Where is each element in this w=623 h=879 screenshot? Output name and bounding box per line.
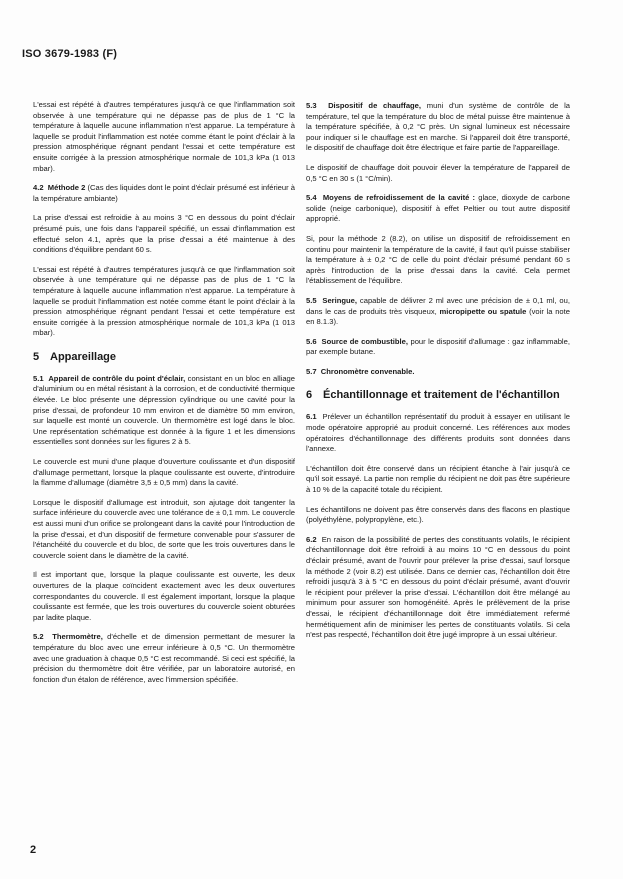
subsection-text: muni d'un système de contrôle de la température, tel que la température du bloc de métal puisse être maintenue à la température spécifiée, à 0,2 °C près. Un signal lumineux est nécessaire pour indiquer si le chauffage est en marche. Si l'appareil doit être transporté, le dispositif de chauffage doit être électrique et faire partie de l'appareillage. bbox=[306, 101, 570, 153]
subsection-5-4 bbox=[306, 193, 570, 225]
subsection-number: 5.1 bbox=[33, 373, 44, 383]
subsection-title: Appareil de contrôle du point d'éclair, bbox=[48, 373, 186, 383]
subsection-number: 5.5 bbox=[306, 295, 317, 305]
subsection-number: 4.2 bbox=[33, 183, 44, 193]
section-heading-5 bbox=[33, 351, 295, 364]
subsection-5-5 bbox=[306, 296, 570, 328]
subsection-number: 5.7 bbox=[306, 366, 317, 376]
subsection-number: 5.2 bbox=[33, 632, 44, 642]
subsection-5-1 bbox=[33, 374, 295, 448]
section-title: Échantillonnage et traitement de l'échantillon bbox=[323, 389, 560, 402]
section-title: Appareillage bbox=[50, 350, 117, 363]
subsection-title: Moyens de refroidissement de la cavité : bbox=[322, 193, 476, 203]
section-heading-6 bbox=[306, 389, 570, 402]
subsection-number: 5.6 bbox=[306, 336, 317, 346]
paragraph: L'échantillon doit être conservé dans un récipient étanche à l'air jusqu'à ce qu'il soit essayé. La partie non remplie du récipient ne doit pas être supérieure à 10 % de la capacité totale du récipient. bbox=[306, 463, 570, 495]
subsection-6-1 bbox=[306, 412, 570, 454]
subsection-title: Thermomètre, bbox=[52, 632, 103, 642]
subsection-text: Prélever un échantillon représentatif du produit à essayer en utilisant le mode opératoire approprié au produit concerné. Les références aux modes opératoires d'échantillonnage des différents produits sont données dans l'annexe. bbox=[306, 412, 570, 454]
subsection-title: Seringue, bbox=[322, 295, 357, 305]
subsection-number: 6.1 bbox=[306, 412, 317, 422]
paragraph: La prise d'essai est refroidie à au moins 3 °C en dessous du point d'éclair présumé puis, une fois dans l'appareil spécifié, un essai d'inflammation est effectué selon 4.1, après que la prise d'essai a été maintenue à des conditions d'équilibre pendant 60 s. bbox=[33, 213, 295, 255]
page-number: 2 bbox=[30, 844, 37, 856]
paragraph: Le couvercle est muni d'une plaque d'ouverture coulissante et d'un dispositif d'allumage permettant, lorsque la plaque coulissante est ouverte, d'introduire la flamme d'allumage (diamètre 3,5 ± 0,5 mm) dans la cavité. bbox=[33, 457, 295, 488]
paragraph: Les échantillons ne doivent pas être conservés dans des flacons en plastique (polyéthylène, polypropylène, etc.). bbox=[306, 504, 570, 525]
subsection-text: (Cas des liquides dont le point d'éclair présumé est inférieur à la température ambiante) bbox=[33, 183, 295, 203]
section-number: 6 bbox=[306, 389, 313, 402]
subsection-5-3 bbox=[306, 101, 570, 154]
subsection-title: Chronomètre convenable. bbox=[320, 366, 415, 376]
subsection-number: 6.2 bbox=[306, 534, 317, 544]
subsection-4-2 bbox=[33, 183, 295, 204]
subsection-text: consistant en un bloc en alliage d'aluminium ou en métal résistant à la corrosion, et de conductivité thermique élevée. Le bloc présente une dépression cylindrique ou une cavité pour la prise d'essai, de profondeur 10 mm environ et de diamètre 50 mm environ, sur laquelle est monté un couvercle. Un thermomètre est logé dans le bloc. Une représentation schématique est donnée à la figure 1 et les dimensions essentielles sont données sur les figures 2 à 5. bbox=[33, 373, 295, 447]
paragraph: L'essai est répété à d'autres températures jusqu'à ce que l'inflammation soit observée à une température qui ne dépasse pas de plus de 1 °C la température à laquelle aucune inflammation n'est apparue. La température à laquelle se produit l'inflammation est notée comme étant le point d'éclair à la pression atmosphérique régnant pendant l'essai et cette température est ensuite corrigée à la pression atmosphérique normale de 101,3 kPa (1 013 mbar). bbox=[33, 100, 295, 173]
subsection-title: Méthode 2 bbox=[47, 183, 86, 193]
subsection-5-6 bbox=[306, 337, 570, 358]
subsection-text: En raison de la possibilité de pertes des constituants volatils, le récipient d'échantillonnage doit être refroidi à au moins 10 °C en dessous du point d'éclair présumé, avant de l'ouvrir pour prélever la prise d'essai, sauf lorsque la méthode 2 (voir 8.2) est utilisée. Dans ce dernier cas, l'échantillon doit être refroidi jusqu'à 3 à 5 °C en dessous du point d'éclair présumé, avant d'ouvrir le récipient pour prélever la prise d'essai. L'échantillon doit être mélangé au minimum pour assurer son homogénéité. Après le prélèvement de la prise d'essai, le récipient d'échantillonnage doit être immédiatement refermé hermétiquement afin de minimiser les pertes de constituants volatils. Si cela n'est pas respecté, l'échantillon doit être jugé impropre à un essai ultérieur. bbox=[306, 534, 570, 640]
subsection-number: 5.3 bbox=[306, 101, 317, 110]
section-number: 5 bbox=[33, 350, 40, 363]
subsection-5-7 bbox=[306, 367, 570, 378]
subsection-text: pour le dispositif d'allumage : gaz inflammable, par exemple butane. bbox=[306, 336, 570, 357]
subsection-title: Source de combustible, bbox=[321, 336, 408, 346]
subsection-number: 5.4 bbox=[306, 193, 317, 203]
subsection-term: micropipette ou spatule bbox=[439, 306, 527, 316]
subsection-6-2 bbox=[306, 535, 570, 641]
paragraph: Lorsque le dispositif d'allumage est introduit, son ajutage doit tangenter la surface inférieure du couvercle avec une tolérance de ± 0,1 mm. Le couvercle est aussi muni d'un orifice se prolongeant dans la cavité pour l'introduction de la prise d'essai, et d'un dispositif de fermeture convenable pour s'assurer de l'étanchéité du couvercle et du bloc, de sorte que les trois ouvertures dans le couvercle soient dans le diamètre de la cavité. bbox=[33, 497, 295, 560]
paragraph: Il est important que, lorsque la plaque coulissante est ouverte, les deux ouvertures de la plaque coïncident exactement avec les deux ouvertures correspondantes du couvercle. Il est également important, lorsque la plaque coulissante est fermée, que les trois ouvertures du couvercle soient obturées par ladite plaque. bbox=[33, 570, 295, 622]
document-id: ISO 3679-1983 (F) bbox=[22, 48, 118, 60]
subsection-5-2 bbox=[33, 632, 295, 685]
subsection-text: glace, dioxyde de carbone solide (neige carbonique), dispositif à effet Peltier ou tout autre dispositif approprié. bbox=[306, 193, 570, 224]
subsection-title: Dispositif de chauffage, bbox=[328, 101, 422, 110]
subsection-text: capable de délivrer 2 ml avec une précision de ± 0,1 ml, ou, dans le cas de produits très visqueux, bbox=[306, 295, 570, 316]
paragraph: L'essai est répété à d'autres températures jusqu'à ce que l'inflammation soit observée à une température qui ne dépasse pas de plus de 1 °C la température à laquelle aucune inflammation n'est apparue. La température à laquelle se produit l'inflammation est notée comme étant le point d'éclair à la pression atmosphérique régnant pendant l'essai et cette température est ensuite corrigée à la pression atmosphérique normale de 101,3 kPa (1 013 mbar). bbox=[33, 264, 295, 338]
right-column bbox=[306, 101, 570, 650]
paragraph: Le dispositif de chauffage doit pouvoir élever la température de l'appareil de 0,5 °C en 30 s (1 °C/min). bbox=[306, 162, 570, 183]
subsection-text: d'échelle et de dimension permettant de mesurer la température du bloc avec une erreur inférieure à 0,5 °C. Un thermomètre avec une graduation à chaque 0,5 °C est recommandé. Si ceci est spécifié, la précision du thermomètre doit être vérifiée, par un laboratoire autorisé, en fonction d'un étalon de référence, avec l'immersion spécifiée. bbox=[33, 632, 295, 684]
subsection-text: (voir la note en 8.1.3). bbox=[306, 306, 570, 327]
paragraph: Si, pour la méthode 2 (8.2), on utilise un dispositif de refroidissement en continu pour maintenir la température de la cavité, il faut qu'il puisse stabiliser la température à ± 0,2 °C de celle du point d'éclair présumé pendant 60 s après l'introduction de la prise d'essai dans la cavité. Cela permet l'établissement de l'équilibre. bbox=[306, 233, 570, 286]
left-column bbox=[33, 100, 295, 694]
